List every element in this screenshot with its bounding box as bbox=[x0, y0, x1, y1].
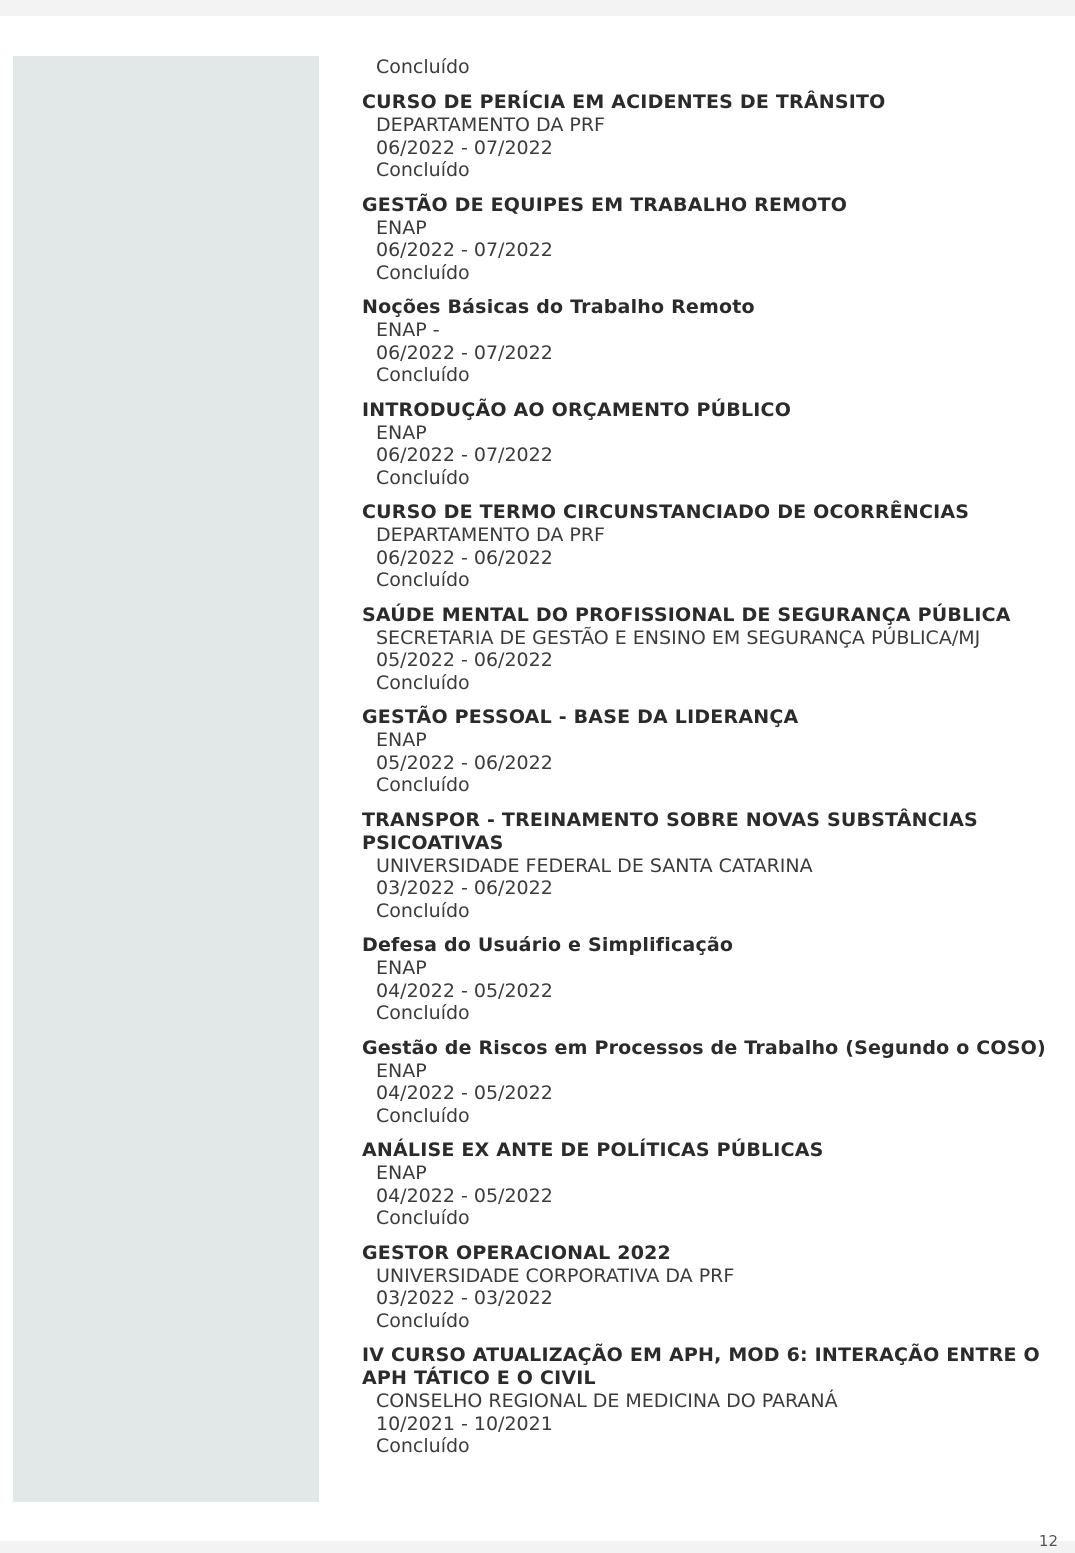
course-institution: ENAP bbox=[376, 216, 427, 239]
course-institution: ENAP bbox=[376, 1162, 427, 1184]
document-page bbox=[0, 16, 1075, 1550]
sidebar-panel bbox=[13, 56, 319, 1502]
course-status: Concluído bbox=[376, 1435, 470, 1457]
course-title: Gestão de Riscos em Processos de Trabalho (Segundo o COSO) bbox=[362, 1036, 1046, 1059]
course-period: 03/2022 - 03/2022 bbox=[376, 1287, 553, 1309]
course-entry bbox=[362, 809, 1052, 923]
course-status: Concluído bbox=[376, 774, 470, 796]
course-entry bbox=[362, 1242, 1052, 1333]
course-entry bbox=[362, 1139, 1052, 1230]
course-title: Noções Básicas do Trabalho Remoto bbox=[362, 296, 755, 318]
course-entry bbox=[362, 399, 1052, 490]
course-title: INTRODUÇÃO AO ORÇAMENTO PÚBLICO bbox=[362, 398, 792, 421]
course-status: Concluído bbox=[376, 1104, 470, 1127]
course-institution: CONSELHO REGIONAL DE MEDICINA DO PARANÁ bbox=[376, 1390, 838, 1412]
course-institution: DEPARTAMENTO DA PRF bbox=[376, 114, 605, 136]
course-entry bbox=[362, 296, 1052, 387]
course-institution: UNIVERSIDADE FEDERAL DE SANTA CATARINA bbox=[376, 854, 813, 877]
course-institution: ENAP bbox=[376, 1059, 427, 1082]
course-status: Concluído bbox=[376, 1309, 470, 1332]
course-title: Defesa do Usuário e Simplificação bbox=[362, 934, 734, 956]
course-institution: ENAP bbox=[376, 421, 427, 444]
course-title: TRANSPOR - TREINAMENTO SOBRE NOVAS SUBSTÂNCIAS PSICOATIVAS bbox=[362, 808, 978, 854]
course-institution: ENAP bbox=[376, 729, 427, 751]
course-institution: DEPARTAMENTO DA PRF bbox=[376, 524, 605, 546]
course-title: IV CURSO ATUALIZAÇÃO EM APH, MOD 6: INTERAÇÃO ENTRE O APH TÁTICO E O CIVIL bbox=[362, 1344, 1040, 1389]
course-title: CURSO DE PERÍCIA EM ACIDENTES DE TRÂNSITO bbox=[362, 91, 886, 113]
course-status: Concluído bbox=[376, 364, 470, 386]
course-entry bbox=[362, 501, 1052, 592]
course-period: 04/2022 - 05/2022 bbox=[376, 1082, 553, 1104]
course-title: GESTÃO DE EQUIPES EM TRABALHO REMOTO bbox=[362, 193, 848, 216]
course-entry bbox=[362, 91, 1052, 182]
course-entry bbox=[362, 1344, 1052, 1458]
course-entry bbox=[362, 706, 1052, 797]
page-number: 12 bbox=[1038, 1532, 1058, 1550]
course-period: 04/2022 - 05/2022 bbox=[376, 979, 553, 1002]
course-period: 04/2022 - 05/2022 bbox=[376, 1184, 553, 1207]
course-period: 06/2022 - 07/2022 bbox=[376, 341, 553, 364]
course-status: Concluído bbox=[376, 899, 470, 922]
course-status: Concluído bbox=[376, 159, 470, 181]
course-period: 05/2022 - 06/2022 bbox=[376, 751, 553, 774]
course-status: Concluído bbox=[376, 1207, 470, 1229]
course-institution: ENAP bbox=[376, 957, 427, 979]
course-period: 10/2021 - 10/2021 bbox=[376, 1412, 553, 1435]
course-period: 06/2022 - 07/2022 bbox=[376, 136, 553, 159]
course-status: Concluído bbox=[376, 261, 470, 284]
courses-list bbox=[362, 56, 1052, 1458]
course-title: GESTOR OPERACIONAL 2022 bbox=[362, 1241, 671, 1264]
course-period: 06/2022 - 07/2022 bbox=[376, 239, 553, 261]
course-institution: SECRETARIA DE GESTÃO E ENSINO EM SEGURANÇA PÚBLICA/MJ bbox=[376, 626, 981, 649]
course-title: GESTÃO PESSOAL - BASE DA LIDERANÇA bbox=[362, 706, 799, 728]
course-period: 06/2022 - 07/2022 bbox=[376, 444, 553, 466]
course-title: CURSO DE TERMO CIRCUNSTANCIADO DE OCORRÊNCIAS bbox=[362, 501, 970, 523]
course-status: Concluído bbox=[376, 671, 470, 694]
course-institution: UNIVERSIDADE CORPORATIVA DA PRF bbox=[376, 1264, 735, 1287]
course-entry bbox=[362, 934, 1052, 1025]
course-title: ANÁLISE EX ANTE DE POLÍTICAS PÚBLICAS bbox=[362, 1139, 824, 1161]
course-status: Concluído bbox=[376, 1002, 470, 1024]
course-institution: ENAP - bbox=[376, 319, 440, 341]
course-period: 03/2022 - 06/2022 bbox=[376, 877, 553, 899]
course-entry bbox=[362, 604, 1052, 695]
course-title: SAÚDE MENTAL DO PROFISSIONAL DE SEGURANÇA PÚBLICA bbox=[362, 603, 1011, 626]
course-period: 05/2022 - 06/2022 bbox=[376, 649, 553, 671]
course-period: 06/2022 - 06/2022 bbox=[376, 546, 553, 569]
course-status: Concluído bbox=[376, 569, 470, 591]
course-entry bbox=[362, 194, 1052, 285]
course-entry bbox=[362, 1037, 1052, 1128]
course-status: Concluído bbox=[376, 466, 470, 489]
continued-entry-status: Concluído bbox=[376, 56, 470, 78]
